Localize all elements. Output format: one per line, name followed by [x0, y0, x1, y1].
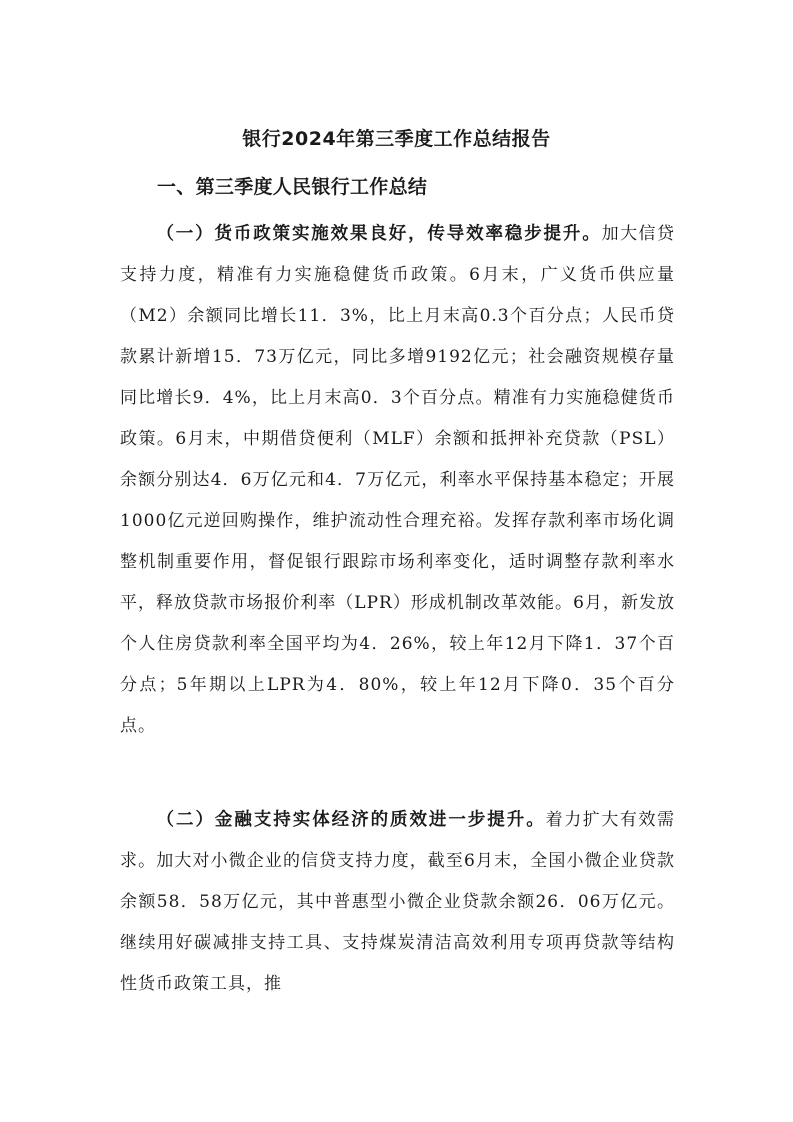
paragraph-lead: （二）金融支持实体经济的质效进一步提升。: [156, 810, 546, 830]
paragraph-lead: （一）货币政策实施效果良好，传导效率稳步提升。: [156, 224, 602, 244]
paragraph-body: 加大信贷支持力度，精准有力实施稳健货币政策。6月末，广义货币供应量（M2）余额同比增长11．3%，比上月末高0.3个百分点；人民币贷款累计新增15．73万亿元，同比多增9192亿元；社会融资规模存量同比增长9．4%，比上月末高0．3个百分点。精准有力实施稳健货币政策。6月末，中期借贷便利（MLF）余额和抵押补充贷款（PSL）余额分别达4．6万亿元和4．7万亿元，利率水平保持基本稳定；开展1000亿元逆回购操作，维护流动性合理充裕。发挥存款利率市场化调整机制重要作用，督促银行跟踪市场利率变化，适时调整存款利率水平，释放贷款市场报价利率（LPR）形成机制改革效能。6月，新发放个人住房贷款利率全国平均为4．26%，较上年12月下降1．37个百分点；5年期以上LPR为4．80%，较上年12月下降0．35个百分点。: [120, 224, 676, 736]
paragraph-body: 着力扩大有效需求。加大对小微企业的信贷支持力度，截至6月末，全国小微企业贷款余额58．58万亿元，其中普惠型小微企业贷款余额26．06万亿元。继续用好碳减排支持工具、支持煤炭清洁高效利用专项再贷款等结构性货币政策工具，推: [120, 810, 676, 994]
document-title: 银行2024年第三季度工作总结报告: [242, 128, 551, 150]
paragraph-real-economy: [120, 800, 675, 1005]
section-heading: 一、第三季度人民银行工作总结: [157, 176, 428, 198]
paragraph-monetary-policy: [120, 214, 675, 747]
